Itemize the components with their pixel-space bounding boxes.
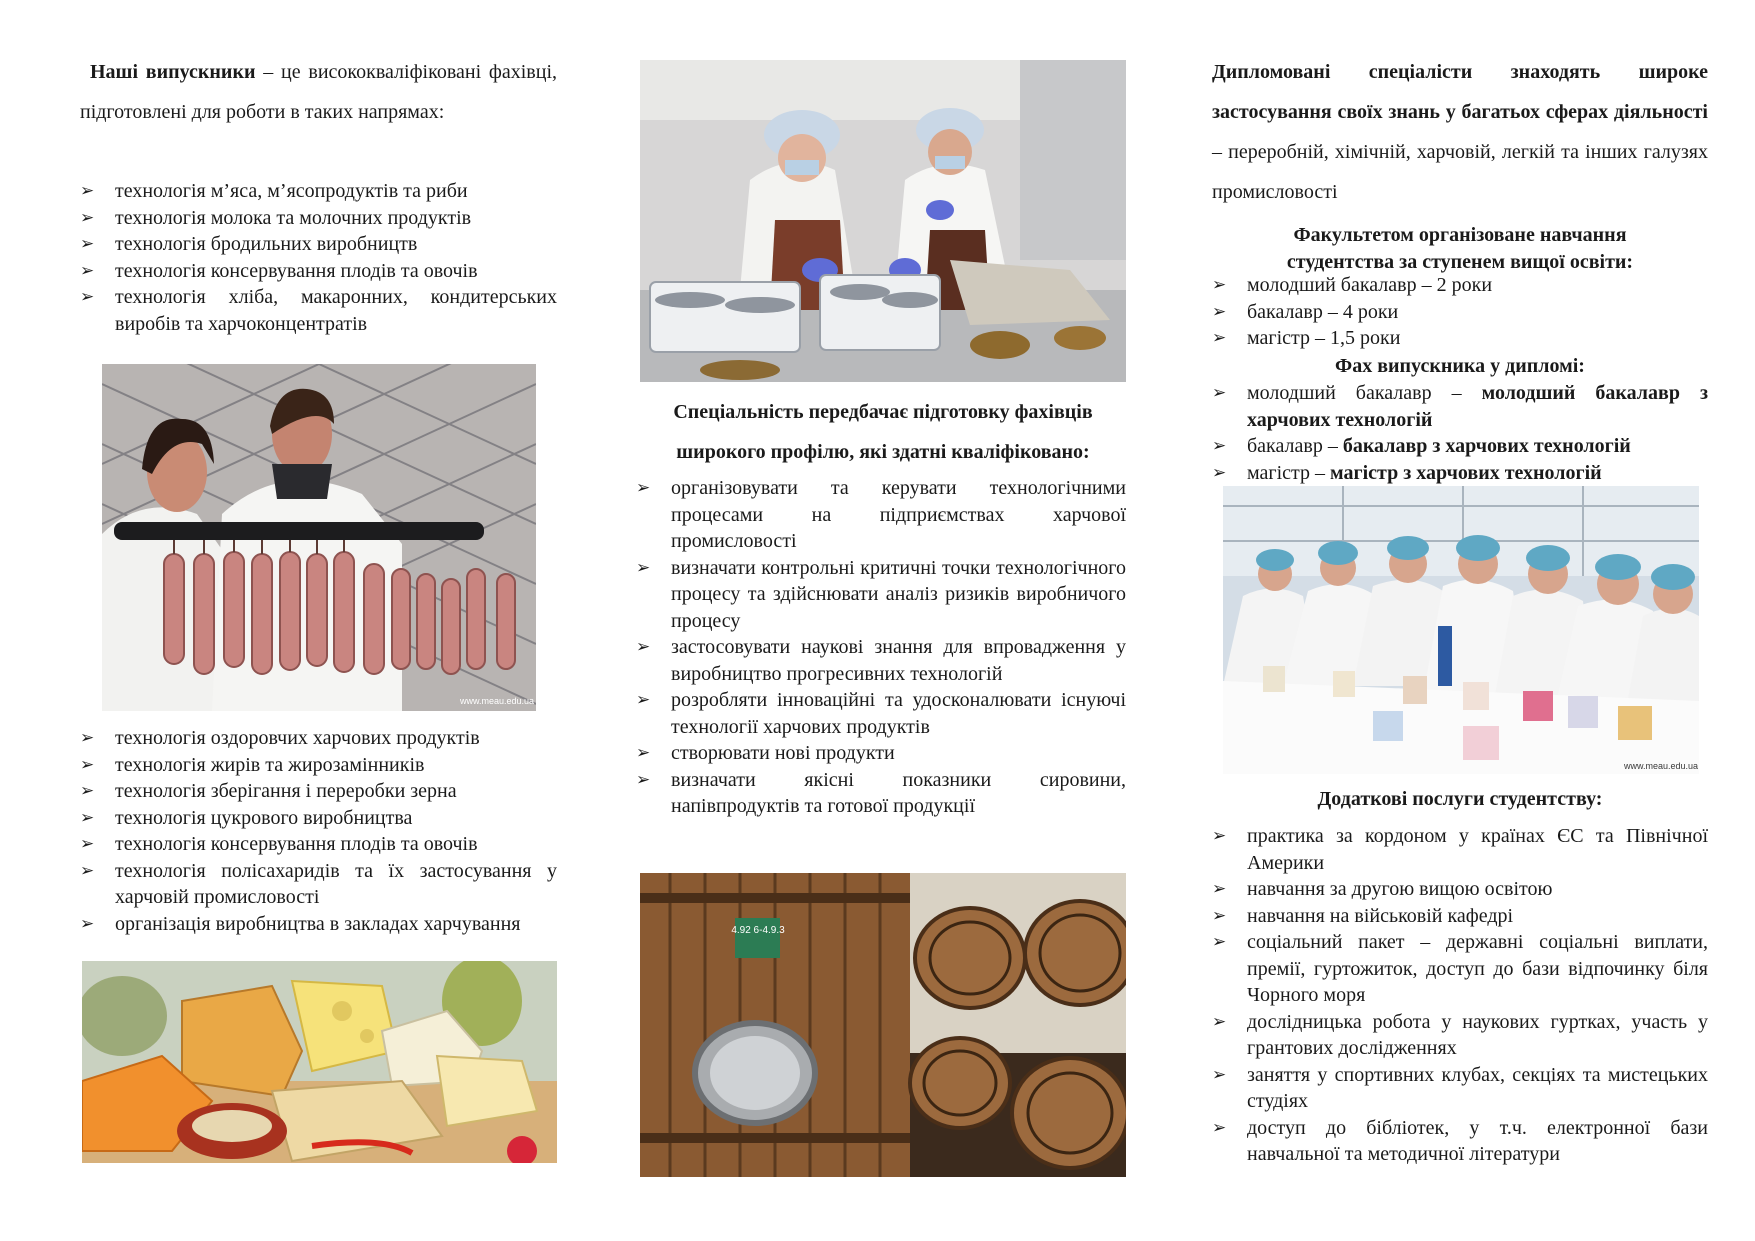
skill-item [636,555,1126,635]
arrow-bullet-icon: ➢ [80,260,95,281]
service-item [1212,903,1708,930]
middle-heading-line2: широкого профілю, які здатні кваліфіковано: [676,441,1090,463]
arrow-bullet-icon: ➢ [80,834,95,854]
list-item-bold-text: бакалавр з харчових технологій [1342,435,1631,457]
photo-fish-workers [640,60,1126,382]
arrow-bullet-icon: ➢ [636,743,651,763]
list-item-text: застосовувати наукові знання для впровадження у виробництво прогресивних технологій [671,636,1126,685]
specialization-list-1 [80,178,557,337]
arrow-bullet-icon: ➢ [636,478,651,498]
service-item [1212,1115,1708,1168]
arrow-bullet-icon: ➢ [636,690,651,710]
right-intro-rest: – переробній, хімічній, харчовій, легкій та інших галузях промисловості [1212,141,1708,203]
list-item-text: організовувати та керувати технологічними процесами на підприємствах харчової промисловості [671,477,1126,552]
list-item-text: організація виробництва в закладах харчування [115,912,521,935]
diploma-item [1212,380,1708,433]
diploma-list [1212,380,1708,486]
specialization-item [80,831,557,858]
arrow-bullet-icon: ➢ [1212,275,1227,295]
list-item-text: технологія консервування плодів та овочів [115,259,478,282]
service-item [1212,823,1708,876]
photo-tasting-students [1223,486,1699,774]
arrow-bullet-icon: ➢ [636,637,651,657]
skill-item [636,475,1126,555]
list-item-text: навчання на військовій кафедрі [1247,904,1514,927]
list-item-text: технологія жирів та жирозамінників [115,753,425,776]
arrow-bullet-icon: ➢ [1212,301,1227,322]
photo-watermark: www.meau.edu.ua [1623,761,1699,771]
arrow-bullet-icon: ➢ [636,769,651,790]
study-level-item [1212,299,1708,326]
photo-cheese [82,961,557,1163]
services-heading: Додаткові послуги студентству: [1317,788,1603,810]
skill-item [636,740,1126,767]
list-item-text: молодший бакалавр – [1247,382,1482,404]
arrow-bullet-icon: ➢ [80,781,95,801]
study-levels-list [1212,272,1708,352]
diploma-heading: Фах випускника у дипломі: [1335,355,1585,377]
arrow-bullet-icon: ➢ [1212,462,1227,483]
list-item-text: навчання за другою вищою освітою [1247,878,1553,900]
list-item-text: технологія консервування плодів та овочів [115,833,478,855]
diploma-item [1212,433,1708,460]
middle-heading-line1: Спеціальність передбачає підготовку фахівців [673,401,1093,423]
left-intro-rest: – це висококваліфіковані фахівці, підготовлені для роботи в таких напрямах: [80,61,557,123]
study-heading: Факультетом організоване навчання студентства за ступенем вищої освіти: [1286,224,1634,273]
arrow-bullet-icon: ➢ [1212,1064,1227,1085]
arrow-bullet-icon: ➢ [80,807,95,828]
photo1-watermark: www.meau.edu.ua [459,696,535,706]
list-item-text: доступ до бібліотек, у т.ч. електронної бази навчальної та методичної літератури [1247,1116,1708,1165]
left-intro-bold: Наші випускники [90,61,256,83]
specialization-item [80,231,557,258]
list-item-text: магістр – 1,5 роки [1247,327,1401,349]
list-item-text: технологія зберігання і переробки зерна [115,780,457,802]
list-item-text: створювати нові продукти [671,742,895,764]
arrow-bullet-icon: ➢ [1212,383,1227,403]
specialization-list-2 [80,725,557,937]
specialization-item [80,778,557,805]
list-item-text: бакалавр – 4 роки [1247,300,1399,323]
specialization-item [80,752,557,779]
list-item-text: технологія полісахаридів та їх застосування у харчовій промисловості [115,859,557,908]
arrow-bullet-icon: ➢ [1212,932,1227,952]
service-item [1212,876,1708,903]
specialization-item [80,205,557,232]
arrow-bullet-icon: ➢ [636,557,651,578]
list-item-text: технологія хліба, макаронних, кондитерських виробів та харчоконцентратів [115,286,557,335]
photo-sausage-students [102,364,536,711]
list-item-text: технологія бродильних виробництв [115,233,418,255]
list-item-text: практика за кордоном у країнах ЄС та Північної Америки [1247,825,1708,874]
list-item-text: дослідницька робота у наукових гуртках, участь у грантових дослідженнях [1247,1010,1708,1059]
specialization-item [80,258,557,285]
list-item-text: розробляти інноваційні та удосконалювати існуючі технології харчових продуктів [671,689,1126,738]
arrow-bullet-icon: ➢ [80,728,95,748]
list-item-text: технологія м’яса, м’ясопродуктів та риби [115,180,468,202]
list-item-bold-text: магістр з харчових технологій [1330,461,1602,484]
arrow-bullet-icon: ➢ [1212,1011,1227,1032]
list-item-text: бакалавр – [1247,435,1343,457]
list-item-text: соціальний пакет – державні соціальні виплати, премії, гуртожиток, доступ до бази відпочинку біля Чорного моря [1247,931,1708,1006]
study-level-item [1212,272,1708,299]
arrow-bullet-icon: ➢ [1212,1117,1227,1138]
arrow-bullet-icon: ➢ [1212,905,1227,926]
photo-wine-barrels [640,873,1126,1177]
arrow-bullet-icon: ➢ [1212,436,1227,456]
specialization-item [80,805,557,832]
specialization-item [80,178,557,205]
barrel-label: 4.92 6-4.9.3 [731,925,785,936]
list-item-text: визначати якісні показники сировини, напівпродуктів та готової продукції [671,768,1126,817]
arrow-bullet-icon: ➢ [80,234,95,254]
diploma-item [1212,460,1708,487]
arrow-bullet-icon: ➢ [1212,826,1227,846]
list-item-text: молодший бакалавр – 2 роки [1247,274,1493,296]
specialization-item [80,284,557,337]
arrow-bullet-icon: ➢ [80,207,95,228]
arrow-bullet-icon: ➢ [1212,879,1227,899]
service-item [1212,1062,1708,1115]
list-item-text: визначати контрольні критичні точки технологічного процесу та здійснювати аналіз ризиків виробничого процесу [671,556,1126,632]
service-item [1212,929,1708,1009]
study-level-item [1212,325,1708,352]
services-list [1212,823,1708,1168]
skill-item [636,767,1126,820]
arrow-bullet-icon: ➢ [80,754,95,775]
service-item [1212,1009,1708,1062]
list-item-text: заняття у спортивних клубах, секціях та мистецьких студіях [1247,1063,1708,1112]
middle-heading [640,392,1126,472]
specialization-item [80,858,557,911]
arrow-bullet-icon: ➢ [1212,328,1227,348]
list-item-bold-text: молодший бакалавр з харчових технологій [1247,382,1708,431]
specialization-item [80,725,557,752]
specialization-item [80,911,557,938]
skill-item [636,687,1126,740]
list-item-text: технологія цукрового виробництва [115,806,413,829]
arrow-bullet-icon: ➢ [80,860,95,881]
list-item-text: технологія оздоровчих харчових продуктів [115,727,480,749]
arrow-bullet-icon: ➢ [80,913,95,934]
skills-list [636,475,1126,820]
left-intro [80,52,557,132]
arrow-bullet-icon: ➢ [80,181,95,201]
right-intro [1212,52,1708,212]
arrow-bullet-icon: ➢ [80,287,95,307]
list-item-text: технологія молока та молочних продуктів [115,206,472,229]
list-item-text: магістр – [1247,461,1331,484]
right-intro-bold: Дипломовані спеціалісти знаходять широке застосування своїх знань у багатьох сферах діяльності [1212,61,1708,123]
skill-item [636,634,1126,687]
